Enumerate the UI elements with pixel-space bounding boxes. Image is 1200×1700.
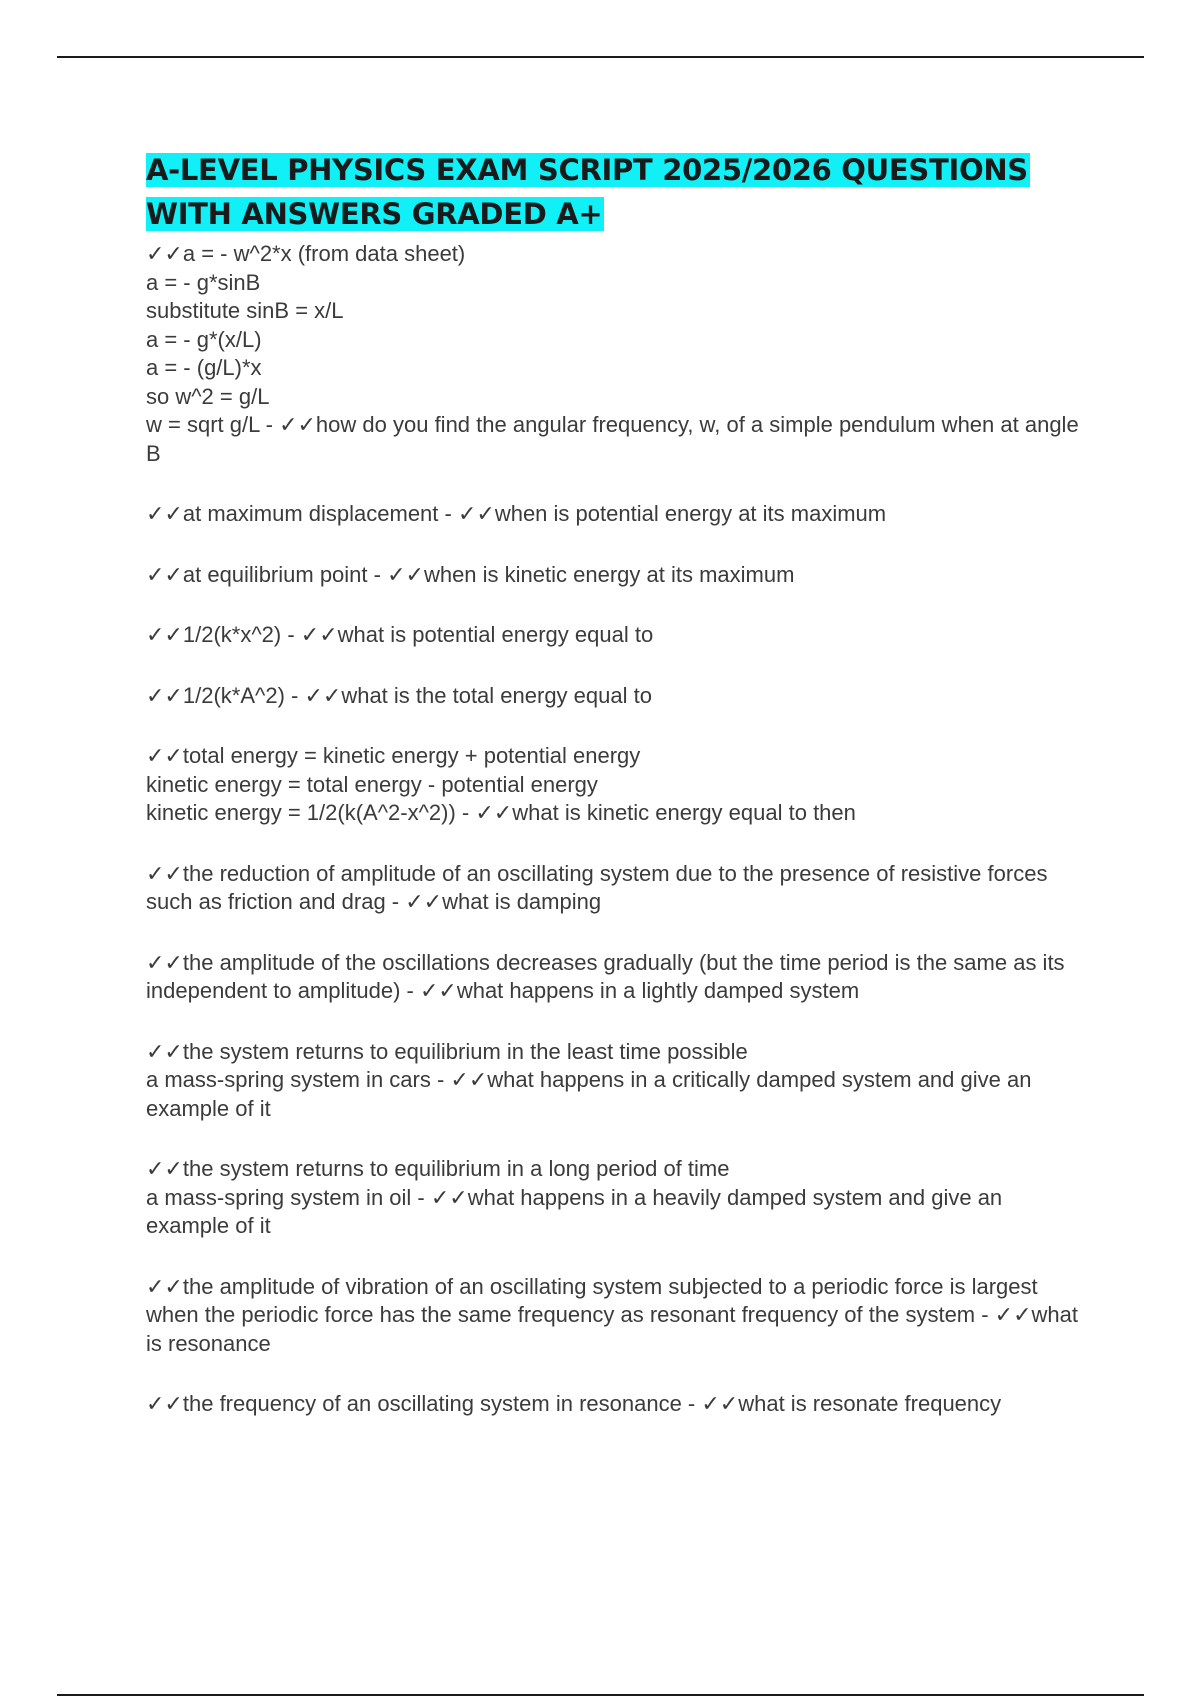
document-title xyxy=(146,148,1091,236)
document-title-text: A-LEVEL PHYSICS EXAM SCRIPT 2025/2026 QUESTIONS WITH ANSWERS GRADED A+ xyxy=(146,153,1028,231)
qa-entry-4: ✓✓1/2(k*x^2) - ✓✓what is potential energy equal to xyxy=(146,622,654,647)
qa-entry-1: ✓✓a = - w^2*x (from data sheet) a = - g*sinB substitute sinB = x/L a = - g*(x/L) a = - (g/L)*x so w^2 = g/L w = sqrt g/L - ✓✓how do you find the angular frequency, w, of a simple pendulum when at angle B xyxy=(146,241,1079,466)
qa-entry-5: ✓✓1/2(k*A^2) - ✓✓what is the total energy equal to xyxy=(146,682,652,708)
qa-entry-3: ✓✓at equilibrium point - ✓✓when is kinetic energy at its maximum xyxy=(146,561,795,587)
qa-entry-2: ✓✓at maximum displacement - ✓✓when is potential energy at its maximum xyxy=(146,501,887,526)
document-body xyxy=(146,148,1091,1451)
top-divider xyxy=(57,56,1144,58)
qa-entry-10: ✓✓the system returns to equilibrium in a long period of time a mass-spring system in oil - ✓✓what happens in a heavily damped system and give an example of it xyxy=(146,1156,1003,1238)
qa-entry-11: ✓✓the amplitude of vibration of an oscillating system subjected to a periodic force is largest when the periodic force has the same frequency as resonant frequency of the system - ✓✓what is resonance xyxy=(146,1273,1079,1356)
bottom-divider xyxy=(57,1694,1144,1696)
qa-entry-6: ✓✓total energy = kinetic energy + potential energy kinetic energy = total energy - potential energy kinetic energy = 1/2(k(A^2-x^2)) - ✓✓what is kinetic energy equal to then xyxy=(146,743,856,825)
qa-entry-12: ✓✓the frequency of an oscillating system in resonance - ✓✓what is resonate frequency xyxy=(146,1391,1002,1416)
qa-entry-7: ✓✓the reduction of amplitude of an oscillating system due to the presence of resistive forces such as friction and drag - ✓✓what is damping xyxy=(146,860,1048,914)
qa-entry-8: ✓✓the amplitude of the oscillations decreases gradually (but the time period is the same as its independent to amplitude) - ✓✓what happens in a lightly damped system xyxy=(146,949,1065,1003)
qa-entry-9: ✓✓the system returns to equilibrium in the least time possible a mass-spring system in cars - ✓✓what happens in a critically damped system and give an example of it xyxy=(146,1038,1032,1121)
